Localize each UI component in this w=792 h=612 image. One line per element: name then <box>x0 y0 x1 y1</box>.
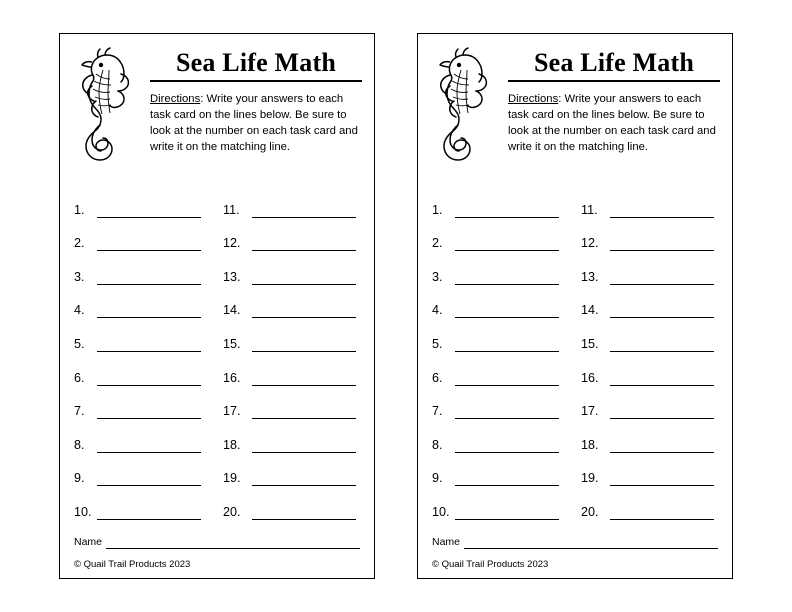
answer-number: 19. <box>223 471 241 486</box>
answer-row-18 <box>223 419 362 453</box>
name-label: Name <box>74 536 103 548</box>
answer-row-16 <box>223 352 362 386</box>
answer-number: 3. <box>74 269 85 284</box>
answer-blank[interactable] <box>610 203 714 218</box>
worksheet-header <box>72 44 362 170</box>
answer-row-20 <box>223 486 362 520</box>
answer-blank[interactable] <box>97 404 201 419</box>
answer-number: 17. <box>581 404 599 419</box>
answer-blank[interactable] <box>455 471 559 486</box>
answer-blank[interactable] <box>252 438 356 453</box>
answer-blank[interactable] <box>97 337 201 352</box>
page-title: Sea Life Math <box>508 48 720 82</box>
worksheet-header <box>430 44 720 170</box>
answer-row-2 <box>432 218 571 252</box>
answer-blank[interactable] <box>252 270 356 285</box>
answer-column-left <box>430 184 571 536</box>
answer-blank[interactable] <box>455 438 559 453</box>
directions-text <box>150 91 362 155</box>
answer-row-1 <box>432 184 571 218</box>
directions-body: : Write your answers to each task card on the lines below. Be sure to look at the number on each task card and write it on the matching line. <box>150 92 358 153</box>
answer-column-left <box>72 184 213 536</box>
answer-number: 12. <box>581 236 599 251</box>
answer-row-6 <box>432 352 571 386</box>
answer-row-3 <box>432 251 571 285</box>
answer-row-7 <box>74 386 213 420</box>
answer-row-19 <box>581 453 720 487</box>
answer-blank[interactable] <box>252 337 356 352</box>
answer-blank[interactable] <box>97 471 201 486</box>
answer-row-9 <box>74 453 213 487</box>
answer-number: 2. <box>432 236 443 251</box>
directions-label: Directions <box>508 92 559 105</box>
answer-row-9 <box>432 453 571 487</box>
answer-row-13 <box>223 251 362 285</box>
answer-blank[interactable] <box>97 203 201 218</box>
answer-blank[interactable] <box>610 236 714 251</box>
answer-row-14 <box>581 285 720 319</box>
answer-row-10 <box>74 486 213 520</box>
answer-blank[interactable] <box>97 371 201 386</box>
answer-blank[interactable] <box>252 371 356 386</box>
answer-number: 5. <box>74 336 85 351</box>
answer-number: 13. <box>223 269 241 284</box>
answer-blank[interactable] <box>610 505 714 520</box>
answer-blank[interactable] <box>252 203 356 218</box>
answer-blank[interactable] <box>97 303 201 318</box>
answer-row-11 <box>223 184 362 218</box>
answer-blank[interactable] <box>455 203 559 218</box>
answer-blank[interactable] <box>252 505 356 520</box>
answer-number: 15. <box>223 336 241 351</box>
answer-column-right <box>213 184 362 536</box>
copyright-footer: © Quail Trail Products 2023 <box>74 559 191 570</box>
answer-row-20 <box>581 486 720 520</box>
answer-row-2 <box>74 218 213 252</box>
worksheet-copy-1 <box>59 33 375 579</box>
page-title: Sea Life Math <box>150 48 362 82</box>
header-text-block <box>506 44 720 155</box>
answer-row-12 <box>223 218 362 252</box>
answer-blank[interactable] <box>610 270 714 285</box>
answer-number: 8. <box>74 437 85 452</box>
name-input-blank[interactable] <box>106 536 360 549</box>
answer-number: 1. <box>74 202 85 217</box>
answer-number: 20. <box>581 504 599 519</box>
answer-row-3 <box>74 251 213 285</box>
answer-blank[interactable] <box>455 505 559 520</box>
answer-row-12 <box>581 218 720 252</box>
answer-blank[interactable] <box>455 303 559 318</box>
directions-body: : Write your answers to each task card on the lines below. Be sure to look at the number on each task card and write it on the matching line. <box>508 92 716 153</box>
answer-blank[interactable] <box>97 236 201 251</box>
answer-number: 7. <box>74 404 85 419</box>
answer-number: 3. <box>432 269 443 284</box>
answer-row-8 <box>432 419 571 453</box>
answer-row-16 <box>581 352 720 386</box>
answer-blank[interactable] <box>455 236 559 251</box>
answer-number: 4. <box>432 303 443 318</box>
answer-blank[interactable] <box>455 371 559 386</box>
answer-blank[interactable] <box>97 438 201 453</box>
answer-row-5 <box>432 318 571 352</box>
answer-blank[interactable] <box>610 303 714 318</box>
seahorse-icon <box>72 44 148 164</box>
answer-row-17 <box>223 386 362 420</box>
answer-row-4 <box>432 285 571 319</box>
name-label: Name <box>432 536 461 548</box>
answer-row-5 <box>74 318 213 352</box>
answer-blank[interactable] <box>610 471 714 486</box>
answer-number: 10. <box>432 504 450 519</box>
answer-blank[interactable] <box>610 337 714 352</box>
answer-number: 1. <box>432 202 443 217</box>
answer-row-8 <box>74 419 213 453</box>
answer-blank[interactable] <box>610 371 714 386</box>
answer-column-right <box>571 184 720 536</box>
answer-number: 14. <box>581 303 599 318</box>
header-text-block <box>148 44 362 155</box>
answer-blank[interactable] <box>252 303 356 318</box>
answer-row-17 <box>581 386 720 420</box>
answer-number: 18. <box>581 437 599 452</box>
answer-blank[interactable] <box>252 404 356 419</box>
answer-number: 6. <box>74 370 85 385</box>
name-field-row <box>72 536 362 549</box>
answer-blank[interactable] <box>610 438 714 453</box>
answer-number: 6. <box>432 370 443 385</box>
answer-row-1 <box>74 184 213 218</box>
answer-lines-area <box>72 170 362 536</box>
answer-blank[interactable] <box>455 404 559 419</box>
answer-blank[interactable] <box>252 471 356 486</box>
answer-number: 20. <box>223 504 241 519</box>
answer-number: 16. <box>581 370 599 385</box>
worksheet-copy-2 <box>417 33 733 579</box>
answer-number: 14. <box>223 303 241 318</box>
answer-row-15 <box>223 318 362 352</box>
answer-row-18 <box>581 419 720 453</box>
answer-number: 12. <box>223 236 241 251</box>
name-input-blank[interactable] <box>464 536 718 549</box>
answer-number: 11. <box>223 202 240 217</box>
seahorse-icon <box>430 44 506 164</box>
answer-blank[interactable] <box>252 236 356 251</box>
name-field-row <box>430 536 720 549</box>
answer-number: 15. <box>581 336 599 351</box>
answer-blank[interactable] <box>97 270 201 285</box>
answer-number: 9. <box>74 471 85 486</box>
answer-number: 5. <box>432 336 443 351</box>
answer-blank[interactable] <box>97 505 201 520</box>
answer-row-15 <box>581 318 720 352</box>
answer-row-4 <box>74 285 213 319</box>
answer-number: 7. <box>432 404 443 419</box>
answer-number: 10. <box>74 504 92 519</box>
answer-blank[interactable] <box>455 337 559 352</box>
answer-blank[interactable] <box>610 404 714 419</box>
answer-number: 11. <box>581 202 598 217</box>
answer-number: 8. <box>432 437 443 452</box>
answer-row-13 <box>581 251 720 285</box>
answer-number: 18. <box>223 437 241 452</box>
answer-row-6 <box>74 352 213 386</box>
directions-text <box>508 91 720 155</box>
directions-label: Directions <box>150 92 201 105</box>
answer-lines-area <box>430 170 720 536</box>
answer-row-19 <box>223 453 362 487</box>
answer-number: 17. <box>223 404 241 419</box>
answer-blank[interactable] <box>455 270 559 285</box>
answer-number: 4. <box>74 303 85 318</box>
answer-number: 2. <box>74 236 85 251</box>
answer-number: 13. <box>581 269 599 284</box>
answer-number: 19. <box>581 471 599 486</box>
answer-number: 9. <box>432 471 443 486</box>
answer-row-14 <box>223 285 362 319</box>
answer-row-11 <box>581 184 720 218</box>
copyright-footer: © Quail Trail Products 2023 <box>432 559 549 570</box>
answer-row-7 <box>432 386 571 420</box>
answer-number: 16. <box>223 370 241 385</box>
answer-row-10 <box>432 486 571 520</box>
